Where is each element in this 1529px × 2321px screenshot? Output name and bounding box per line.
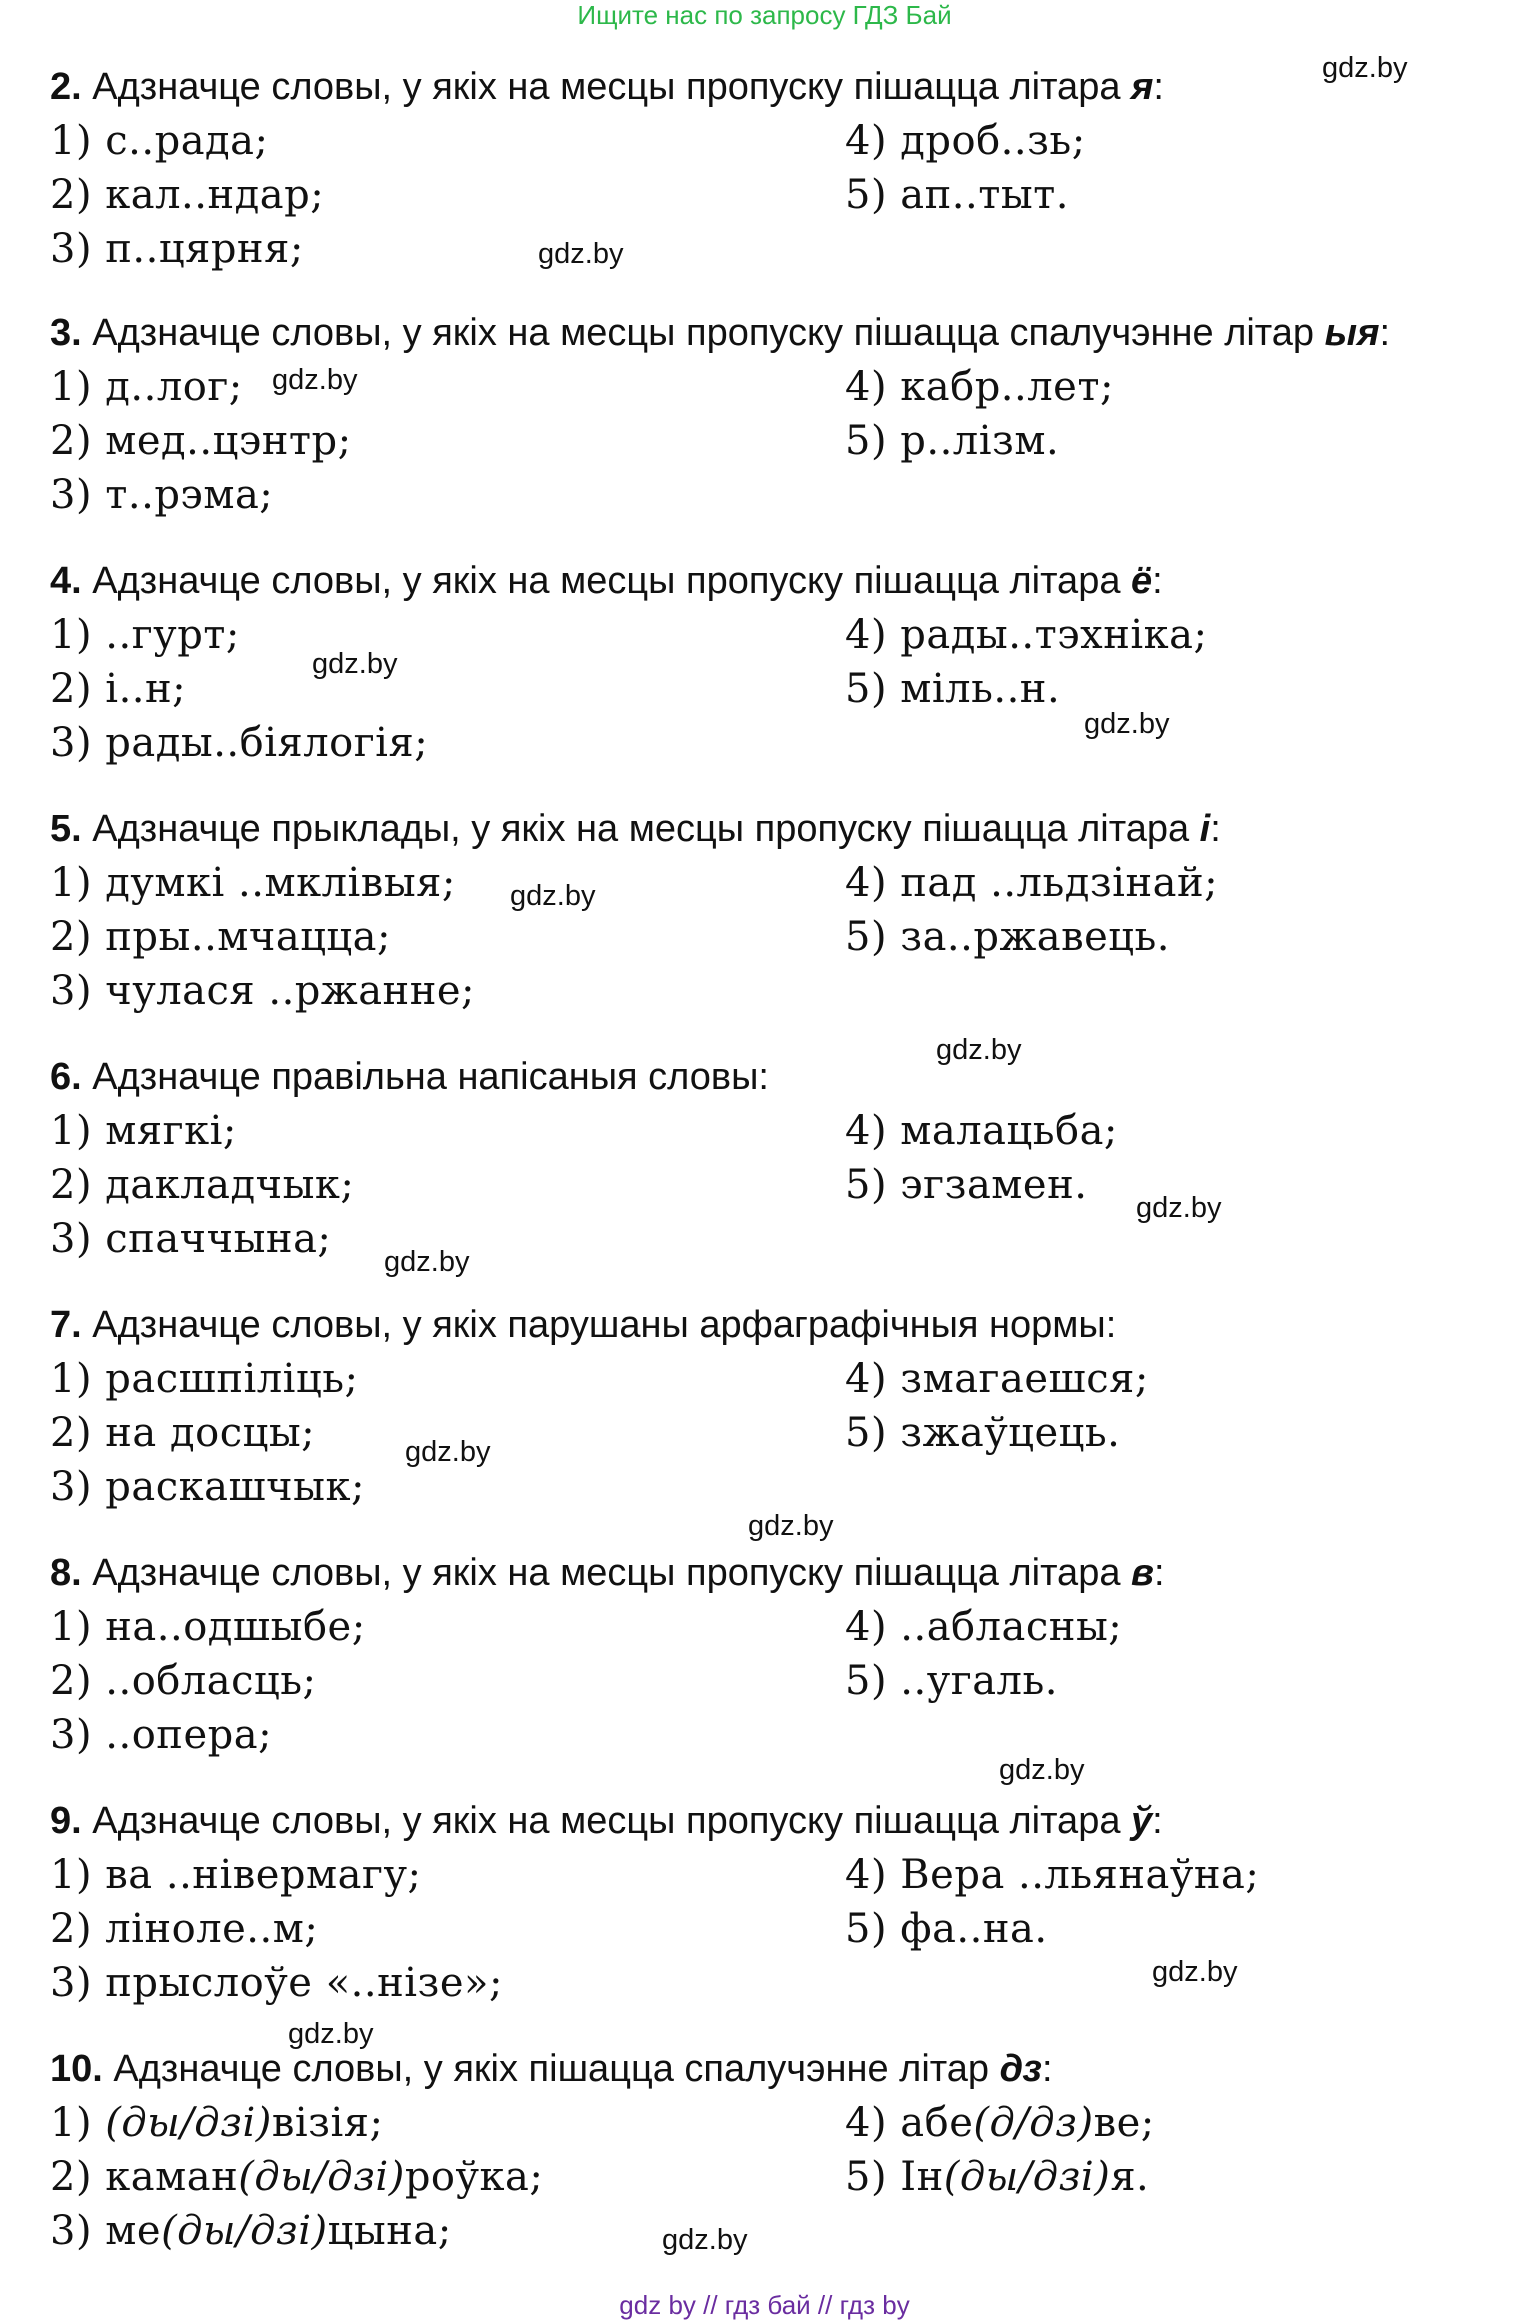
option-5: 5) эгзамен. — [845, 1162, 1088, 1208]
option-1: 1) мягкі; — [50, 1108, 237, 1154]
watermark: gdz.by — [999, 1754, 1085, 1786]
question-4 — [50, 554, 1510, 770]
option-2: 2) каман(ды/дзі)роўка; — [50, 2154, 544, 2200]
question-5 — [50, 802, 1510, 1018]
watermark: gdz.by — [312, 648, 398, 680]
watermark: gdz.by — [405, 1436, 491, 1468]
question-title: 9. Адзначце словы, у якіх на месцы пропуску пішацца літара ў: — [50, 1800, 1163, 1842]
option-5: 5) р..лізм. — [845, 418, 1060, 464]
option-3: 3) раскашчык; — [50, 1464, 365, 1510]
option-4: 4) ..абласны; — [845, 1604, 1123, 1650]
option-4: 4) рады..тэхніка; — [845, 612, 1208, 658]
option-3: 3) ме(ды/дзі)цына; — [50, 2208, 452, 2254]
question-10 — [50, 2042, 1510, 2258]
option-2: 2) дакладчык; — [50, 1162, 355, 1208]
question-7 — [50, 1298, 1510, 1514]
watermark: gdz.by — [1084, 708, 1170, 740]
option-4: 4) малацьба; — [845, 1108, 1118, 1154]
option-4: 4) дроб..зь; — [845, 118, 1086, 164]
option-2: 2) ..обласць; — [50, 1658, 317, 1704]
option-3: 3) т..рэма; — [50, 472, 274, 518]
header-banner[interactable]: Ищите нас по запросу ГДЗ Бай — [577, 0, 952, 30]
question-6 — [50, 1050, 1510, 1266]
watermark: gdz.by — [1322, 52, 1408, 84]
question-8 — [50, 1546, 1510, 1762]
option-1: 1) с..рада; — [50, 118, 269, 164]
watermark: gdz.by — [288, 2018, 374, 2050]
question-title: 5. Адзначце прыклады, у якіх на месцы пропуску пішацца літара і: — [50, 808, 1221, 850]
question-2 — [50, 60, 1510, 276]
option-2: 2) ліноле..м; — [50, 1906, 319, 1952]
watermark: gdz.by — [936, 1034, 1022, 1066]
option-3: 3) чулася ..ржанне; — [50, 968, 476, 1014]
option-4: 4) змагаешся; — [845, 1356, 1149, 1402]
footer-links[interactable]: gdz by // гдз бай // гдз by — [619, 2290, 910, 2320]
question-title: 2. Адзначце словы, у якіх на месцы пропуску пішацца літара я: — [50, 66, 1164, 108]
option-1: 1) расшпіліць; — [50, 1356, 359, 1402]
option-3: 3) прыслоўе «..нізе»; — [50, 1960, 503, 2006]
option-1: 1) на..одшыбе; — [50, 1604, 366, 1650]
option-2: 2) на досцы; — [50, 1410, 316, 1456]
option-2: 2) і..н; — [50, 666, 187, 712]
watermark: gdz.by — [272, 364, 358, 396]
option-1: 1) д..лог; — [50, 364, 243, 410]
question-title: 6. Адзначце правільна напісаныя словы: — [50, 1056, 769, 1098]
watermark: gdz.by — [748, 1510, 834, 1542]
option-1: 1) ва ..нівермагу; — [50, 1852, 422, 1898]
option-3: 3) спаччына; — [50, 1216, 332, 1262]
option-1: 1) ..гурт; — [50, 612, 240, 658]
option-5: 5) зжаўцець. — [845, 1410, 1121, 1456]
watermark: gdz.by — [384, 1246, 470, 1278]
watermark: gdz.by — [510, 880, 596, 912]
question-title: 8. Адзначце словы, у якіх на месцы пропуску пішацца літара в: — [50, 1552, 1165, 1594]
option-5: 5) фа..на. — [845, 1906, 1048, 1952]
option-5: 5) за..ржавець. — [845, 914, 1171, 960]
watermark: gdz.by — [1136, 1192, 1222, 1224]
question-3 — [50, 306, 1510, 522]
option-1: 1) (ды/дзі)візія; — [50, 2100, 384, 2146]
option-4: 4) Вера ..льянаўна; — [845, 1852, 1260, 1898]
question-title: 4. Адзначце словы, у якіх на месцы пропуску пішацца літара ё: — [50, 560, 1163, 602]
question-title: 10. Адзначце словы, у якіх пішацца спалучэнне літар дз: — [50, 2048, 1053, 2090]
option-4: 4) абе(д/дз)ве; — [845, 2100, 1155, 2146]
option-4: 4) пад ..льдзінай; — [845, 860, 1219, 906]
watermark: gdz.by — [538, 238, 624, 270]
option-3: 3) рады..біялогія; — [50, 720, 429, 766]
option-1: 1) думкі ..мклівыя; — [50, 860, 456, 906]
option-5: 5) міль..н. — [845, 666, 1061, 712]
option-5: 5) Ін(ды/дзі)я. — [845, 2154, 1150, 2200]
watermark: gdz.by — [1152, 1956, 1238, 1988]
option-2: 2) пры..мчацца; — [50, 914, 391, 960]
option-2: 2) кал..ндар; — [50, 172, 325, 218]
question-title: 3. Адзначце словы, у якіх на месцы пропуску пішацца спалучэнне літар ыя: — [50, 312, 1391, 354]
question-title: 7. Адзначце словы, у якіх парушаны арфаграфічныя нормы: — [50, 1304, 1117, 1346]
watermark: gdz.by — [662, 2224, 748, 2256]
option-4: 4) кабр..лет; — [845, 364, 1114, 410]
question-9 — [50, 1794, 1510, 2010]
option-3: 3) п..цярня; — [50, 226, 304, 272]
option-5: 5) ап..тыт. — [845, 172, 1070, 218]
option-5: 5) ..угаль. — [845, 1658, 1058, 1704]
option-2: 2) мед..цэнтр; — [50, 418, 352, 464]
option-3: 3) ..опера; — [50, 1712, 273, 1758]
